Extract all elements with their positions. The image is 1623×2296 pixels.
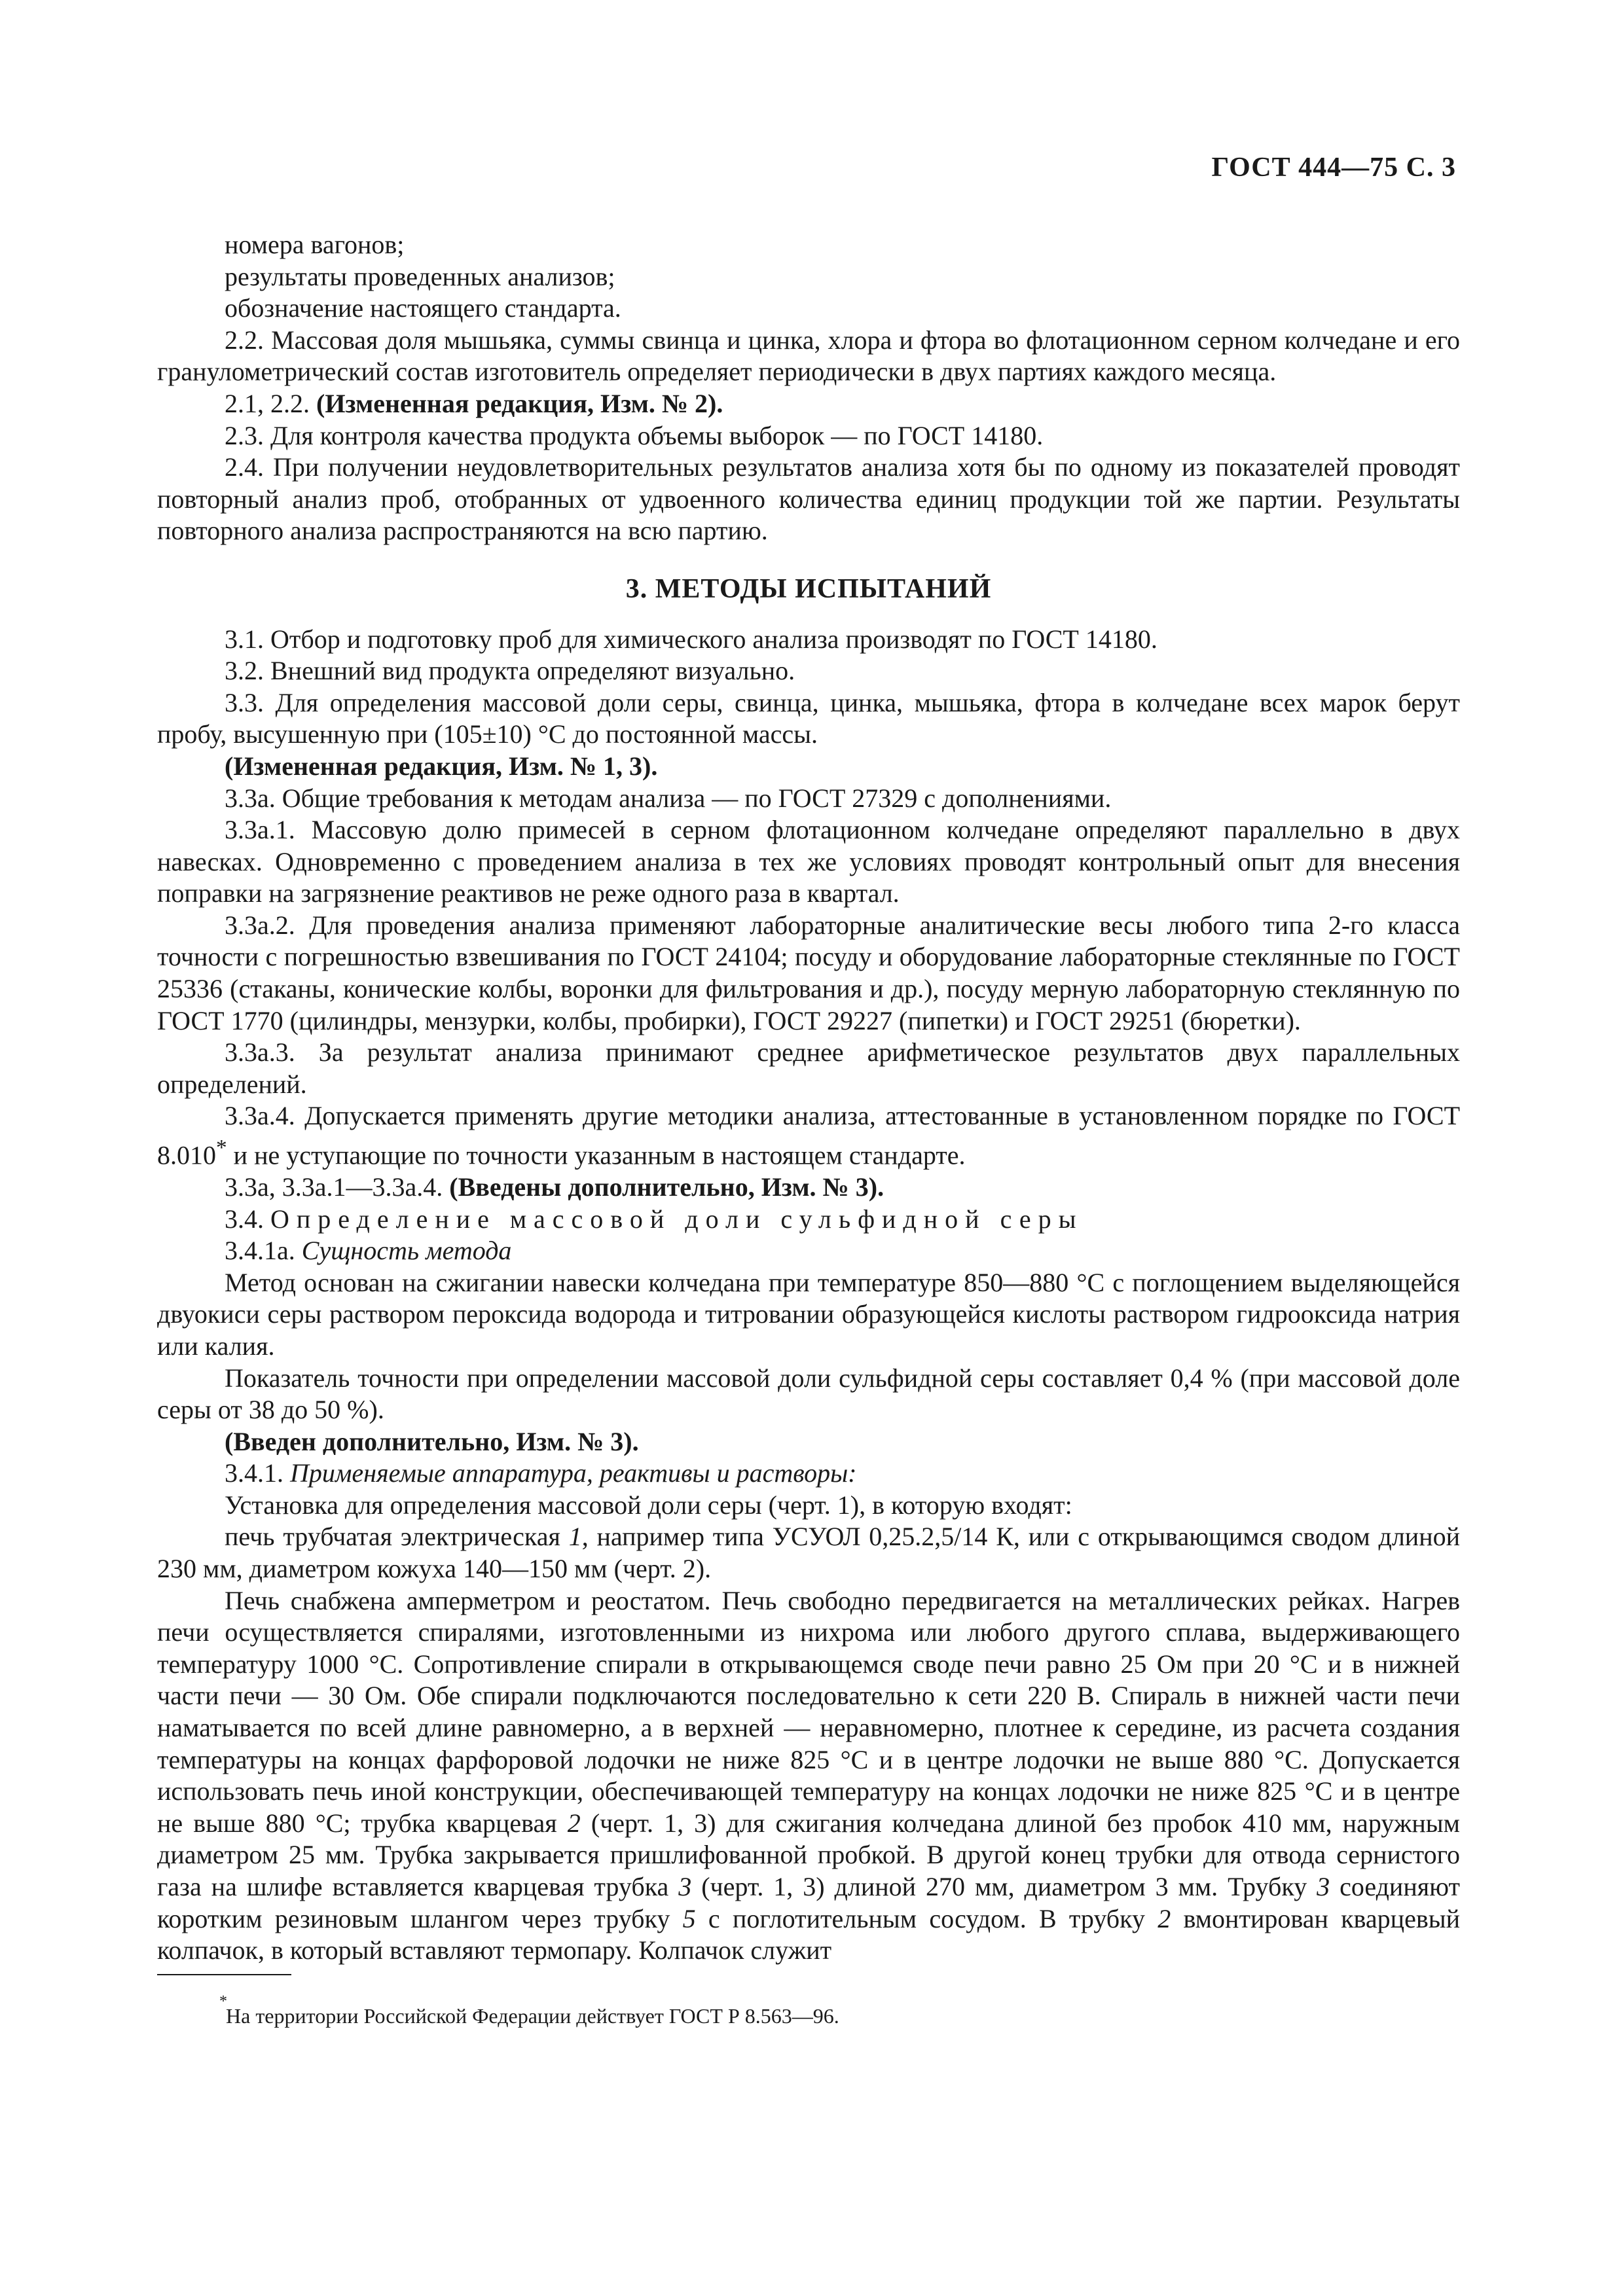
clause-2-2: 2.2. Массовая доля мышьяка, суммы свинца и цинка, хлора и фтора во флотационном серном колчедане и его гранулометрический состав изготовитель определяет периодически в двух партиях каждого месяца. — [157, 325, 1460, 387]
footnote-mark: * — [219, 1993, 227, 2010]
running-header: ГОСТ 444—75 С. 3 — [1211, 152, 1456, 183]
paragraph: Показатель точности при определении массовой доли сульфидной серы составляет 0,4 % (при массовой доле серы от 38 до 50 %). — [157, 1363, 1460, 1425]
text-run: вмонтирован кварцевый колпачок, в который вставляют термопару. Колпачок служит — [157, 1903, 1461, 1965]
italic-subtitle: Сущность метода — [301, 1236, 512, 1266]
amendment-text: (Измененная редакция, Изм. № 2). — [316, 388, 723, 418]
figure-item-number: 3 — [678, 1872, 692, 1902]
text-run: соединяют коротким резиновым шлангом через трубку — [157, 1872, 1460, 1933]
amendment-note: (Измененная редакция, Изм. № 1, 3). — [225, 751, 658, 781]
paragraph: Метод основан на сжигании навески колчедана при температуре 850—880 °С с поглощением выделяющейся двуокиси серы раствором пероксида водорода и титровании образующейся кислоты раствором гидрооксида натрия или калия. — [157, 1267, 1460, 1361]
paragraph: результаты проведенных анализов; — [225, 261, 615, 291]
paragraph: номера вагонов; — [225, 230, 405, 259]
document-body — [157, 229, 1460, 1967]
paragraph: Установка для определения массовой доли серы (черт. 1), в которую входят: — [225, 1490, 1072, 1520]
spaced-title: Определение массовой доли сульфидной серы — [270, 1204, 1084, 1234]
paragraph — [157, 1521, 1460, 1585]
footnote-text: На территории Российской Федерации действует ГОСТ Р 8.563—96. — [226, 2004, 839, 2028]
figure-item-number: 3 — [1317, 1872, 1330, 1902]
clause-3-3: 3.3. Для определения массовой доли серы, свинца, цинка, мышьяка, фтора в колчедане всех марок берут пробу, высушенную при (105±10) °С до постоянной массы. — [157, 687, 1460, 749]
clause-3-4-1a — [157, 1235, 1460, 1267]
clause-3-3a-1: 3.3а.1. Массовую долю примесей в серном флотационном колчедане определяют параллельно в двух навесках. Одновременно с проведением анализа в тех же условиях проводят контрольный опыт для внесения поправки на загрязнение реактивов не реже одного раза в квартал. — [157, 815, 1460, 908]
text-run: (черт. 1, 3) длиной 270 мм, диаметром 3 мм. Трубку — [691, 1872, 1317, 1902]
clause-number: 3.4. — [225, 1204, 270, 1234]
clause-number: 3.4.1а. — [225, 1236, 302, 1266]
amendment-note — [157, 388, 1460, 420]
amendment-text: (Введены дополнительно, Изм. № 3). — [449, 1172, 884, 1202]
clause-ref: 3.3а, 3.3а.1—3.3а.4. — [225, 1172, 450, 1202]
section-heading: 3. МЕТОДЫ ИСПЫТАНИЙ — [625, 573, 992, 604]
footnote-separator — [157, 1974, 291, 1975]
text-run: печь трубчатая электрическая — [225, 1522, 569, 1552]
text-run: , например типа УСУОЛ 0,25.2,5/14 К, или с открывающимся сводом длиной 230 мм, диаметром кожуха 140—150 мм (черт. 2). — [157, 1522, 1461, 1584]
clause-text: 3.3а.4. Допускается применять другие методики анализа, аттестованные в установленном порядке по ГОСТ 8.010 — [157, 1101, 1460, 1170]
footnote — [219, 1993, 839, 2029]
clause-3-3a: 3.3а. Общие требования к методам анализа — по ГОСТ 27329 с дополнениями. — [225, 783, 1112, 813]
paragraph: обозначение настоящего стандарта. — [225, 293, 621, 323]
text-run: с поглотительным сосудом. В трубку — [695, 1903, 1158, 1933]
paragraph — [157, 1585, 1460, 1967]
clause-3-3a-4 — [157, 1100, 1460, 1172]
clause-text: и не уступающие по точности указанным в настоящем стандарте. — [227, 1140, 966, 1170]
clause-3-1: 3.1. Отбор и подготовку проб для химического анализа производят по ГОСТ 14180. — [225, 624, 1158, 654]
clause-3-4 — [157, 1204, 1460, 1236]
figure-item-number: 1 — [568, 1522, 582, 1552]
clause-number: 3.4.1. — [225, 1458, 290, 1488]
clause-3-2: 3.2. Внешний вид продукта определяют визуально. — [225, 656, 795, 686]
figure-item-number: 2 — [1158, 1903, 1171, 1933]
text-run: Печь снабжена амперметром и реостатом. Печь свободно передвигается на металлических рейках. Нагрев печи осуществляется спиралями, изготовленными из нихрома или любого другого сплава, выдерживающего температуру 1000 °С. Сопротивление спирали в открывающемся своде печи равно 25 Ом при 20 °С и в нижней части печи — 30 Ом. Обе спирали подключаются последовательно к сети 220 В. Спираль в нижней части печи наматывается по всей длине равномерно, а в верхней — неравномерно, плотнее к середине, из расчета создания температуры на концах фарфоровой лодочки не ниже 825 °С и в центре лодочки не выше 880 °С. Допускается использовать печь иной конструкции, обеспечивающей температуру на концах лодочки не ниже 825 °С и в центре не выше 880 °С; трубка кварцевая — [157, 1585, 1460, 1838]
italic-subtitle: Применяемые аппаратура, реактивы и растворы: — [290, 1458, 857, 1488]
clause-2-4: 2.4. При получении неудовлетворительных результатов анализа хотя бы по одному из показателей проводят повторный анализ проб, отобранных от удвоенного количества единиц продукции той же партии. Результаты повторного анализа распространяются на всю партию. — [157, 452, 1460, 546]
clause-3-3a-3: 3.3а.3. За результат анализа принимают среднее арифметическое результатов двух параллельных определений. — [157, 1037, 1460, 1099]
text-run: (черт. 1, 3) для сжигания колчедана длиной без пробок 410 мм, наружным диаметром 25 мм. Трубка закрывается пришлифованной пробкой. В другой конец трубки для отвода сернистого газа на шлифе вставляется кварцевая трубка — [157, 1808, 1460, 1902]
footnote-reference: * — [216, 1136, 227, 1160]
clause-2-3: 2.3. Для контроля качества продукта объемы выборок — по ГОСТ 14180. — [225, 420, 1044, 450]
amendment-note: (Введен дополнительно, Изм. № 3). — [225, 1426, 639, 1456]
figure-item-number: 5 — [682, 1903, 696, 1933]
clause-3-3a-2: 3.3а.2. Для проведения анализа применяют лабораторные аналитические весы любого типа 2-го класса точности с погрешностью взвешивания по ГОСТ 24104; посуду и оборудование лабораторные стеклянные по ГОСТ 25336 (стаканы, конические колбы, воронки для фильтрования и др.), посуду мерную лабораторную стеклянную по ГОСТ 1770 (цилиндры, мензурки, колбы, пробирки), ГОСТ 29227 (пипетки) и ГОСТ 29251 (бюретки). — [157, 910, 1460, 1035]
amendment-note — [157, 1172, 1460, 1204]
clause-3-4-1 — [157, 1458, 1460, 1490]
figure-item-number: 2 — [567, 1808, 581, 1838]
clause-ref: 2.1, 2.2. — [225, 388, 316, 418]
